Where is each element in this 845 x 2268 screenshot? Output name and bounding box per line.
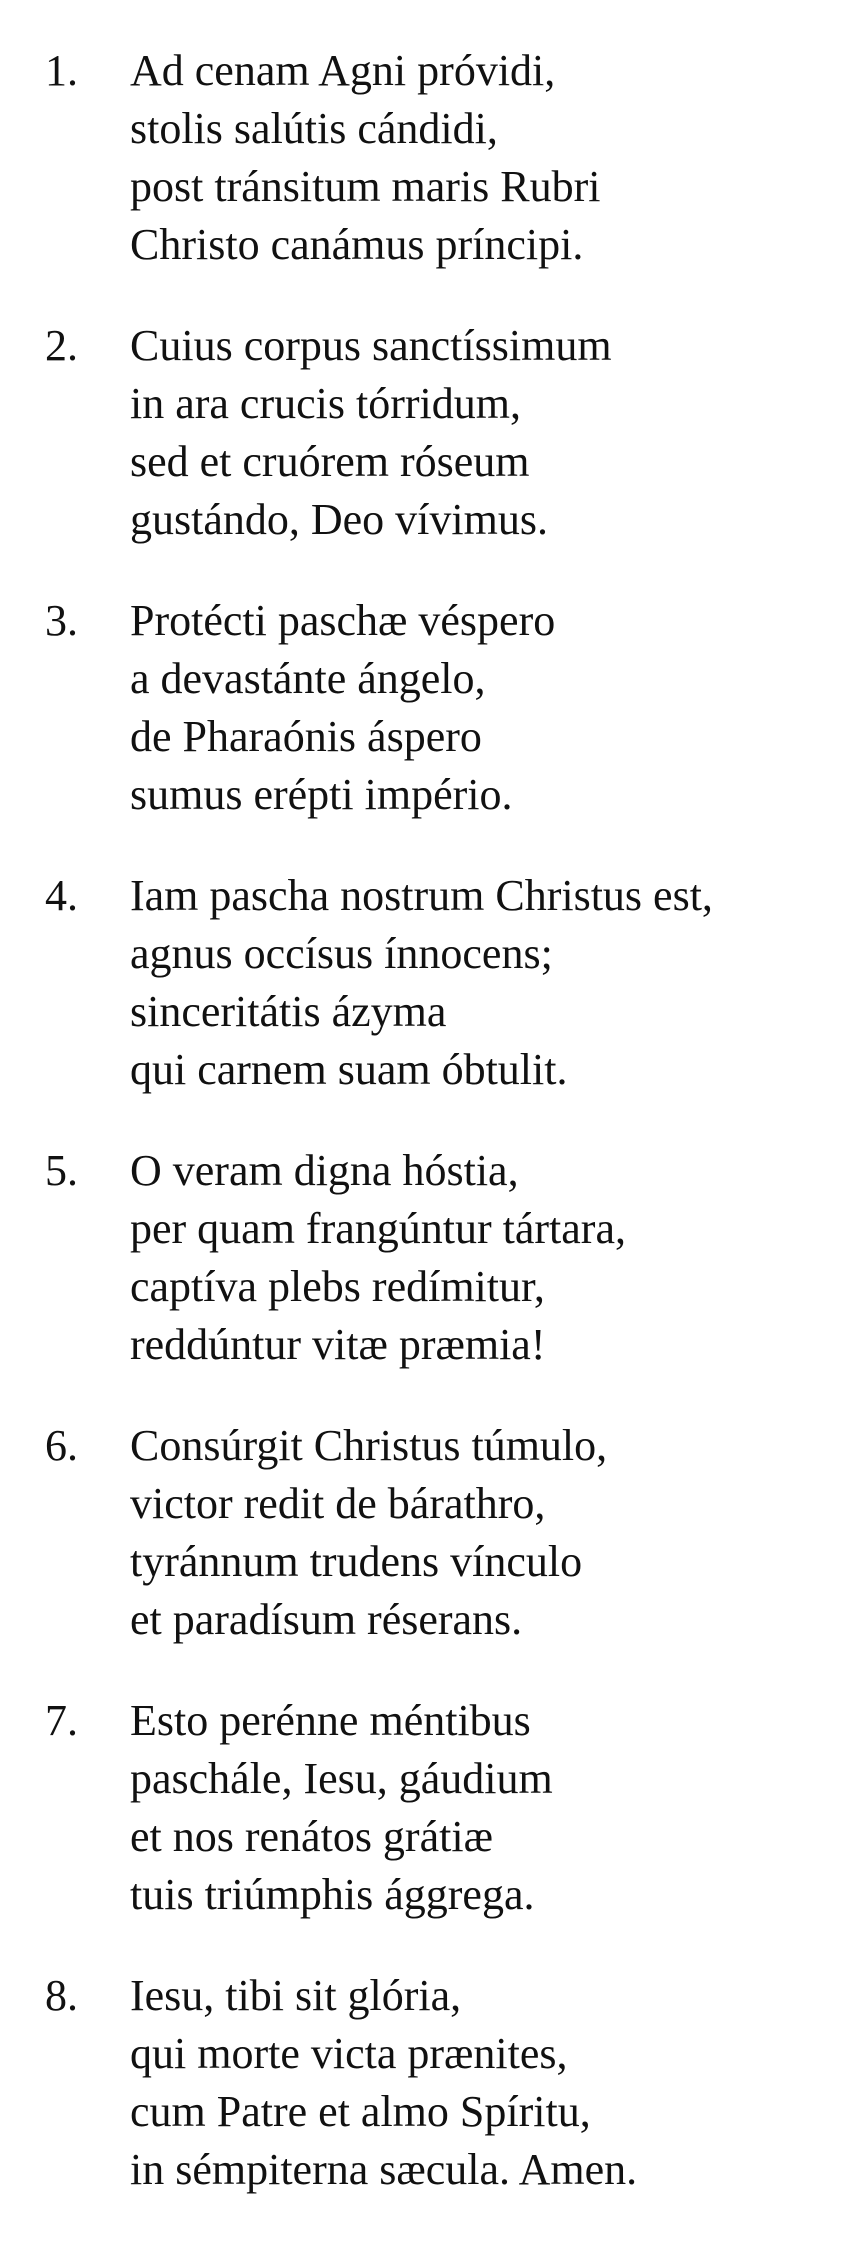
stanza-number: 6.: [45, 1421, 78, 1470]
stanza-lines: [130, 1142, 626, 1374]
stanza-number: 5.: [45, 1146, 78, 1195]
stanza-lines: [130, 1692, 553, 1924]
verse-line: cum Patre et almo Spíritu,: [130, 2087, 591, 2136]
stanza-number: 4.: [45, 871, 78, 920]
verse-line: de Pharaónis áspero: [130, 712, 482, 761]
hymn-text: [0, 42, 845, 2242]
stanza-lines: [130, 1967, 637, 2199]
stanza-lines: [130, 42, 601, 274]
verse-line: tuis triúmphis ággrega.: [130, 1870, 535, 1919]
verse-line: victor redit de bárathro,: [130, 1479, 546, 1528]
verse-line: post tránsitum maris Rubri: [130, 162, 601, 211]
verse-line: qui carnem suam óbtulit.: [130, 1045, 568, 1094]
verse-line: Ad cenam Agni próvidi,: [130, 46, 556, 95]
verse-line: Esto perénne méntibus: [130, 1696, 531, 1745]
stanza-7: [0, 1692, 845, 1967]
stanza-lines: [130, 867, 713, 1099]
verse-line: reddúntur vitæ præmia!: [130, 1320, 546, 1369]
verse-line: et paradísum réserans.: [130, 1595, 523, 1644]
verse-line: paschále, Iesu, gáudium: [130, 1754, 553, 1803]
stanza-lines: [130, 317, 612, 549]
verse-line: a devastánte ángelo,: [130, 654, 486, 703]
stanza-number: 1.: [45, 46, 78, 95]
verse-line: Iesu, tibi sit glória,: [130, 1971, 462, 2020]
stanza-number: 2.: [45, 321, 78, 370]
stanza-3: [0, 592, 845, 867]
verse-line: stolis salútis cándidi,: [130, 104, 498, 153]
verse-line: Protécti paschæ véspero: [130, 596, 556, 645]
verse-line: Christo canámus príncipi.: [130, 220, 584, 269]
stanza-2: [0, 317, 845, 592]
verse-line: O veram digna hóstia,: [130, 1146, 519, 1195]
verse-line: captíva plebs redímitur,: [130, 1262, 545, 1311]
stanza-6: [0, 1417, 845, 1692]
verse-line: sed et cruórem róseum: [130, 437, 530, 486]
stanza-lines: [130, 592, 555, 824]
verse-line: in ara crucis tórridum,: [130, 379, 521, 428]
verse-line: qui morte victa prænites,: [130, 2029, 568, 2078]
stanza-1: [0, 42, 845, 317]
verse-line: Consúrgit Christus túmulo,: [130, 1421, 608, 1470]
stanza-number: 8.: [45, 1971, 78, 2020]
verse-line: et nos renátos grátiæ: [130, 1812, 493, 1861]
verse-line: gustándo, Deo vívimus.: [130, 495, 548, 544]
stanza-lines: [130, 1417, 607, 1649]
stanza-number: 3.: [45, 596, 78, 645]
verse-line: sinceritátis ázyma: [130, 987, 447, 1036]
verse-line: in sémpiterna sæcula. Amen.: [130, 2145, 638, 2194]
verse-line: Cuius corpus sanctíssimum: [130, 321, 612, 370]
verse-line: agnus occísus ínnocens;: [130, 929, 553, 978]
verse-line: per quam frangúntur tártara,: [130, 1204, 626, 1253]
stanza-number: 7.: [45, 1696, 78, 1745]
stanza-4: [0, 867, 845, 1142]
stanza-8: [0, 1967, 845, 2242]
verse-line: sumus erépti império.: [130, 770, 513, 819]
verse-line: tyránnum trudens vínculo: [130, 1537, 583, 1586]
stanza-5: [0, 1142, 845, 1417]
verse-line: Iam pascha nostrum Christus est,: [130, 871, 713, 920]
